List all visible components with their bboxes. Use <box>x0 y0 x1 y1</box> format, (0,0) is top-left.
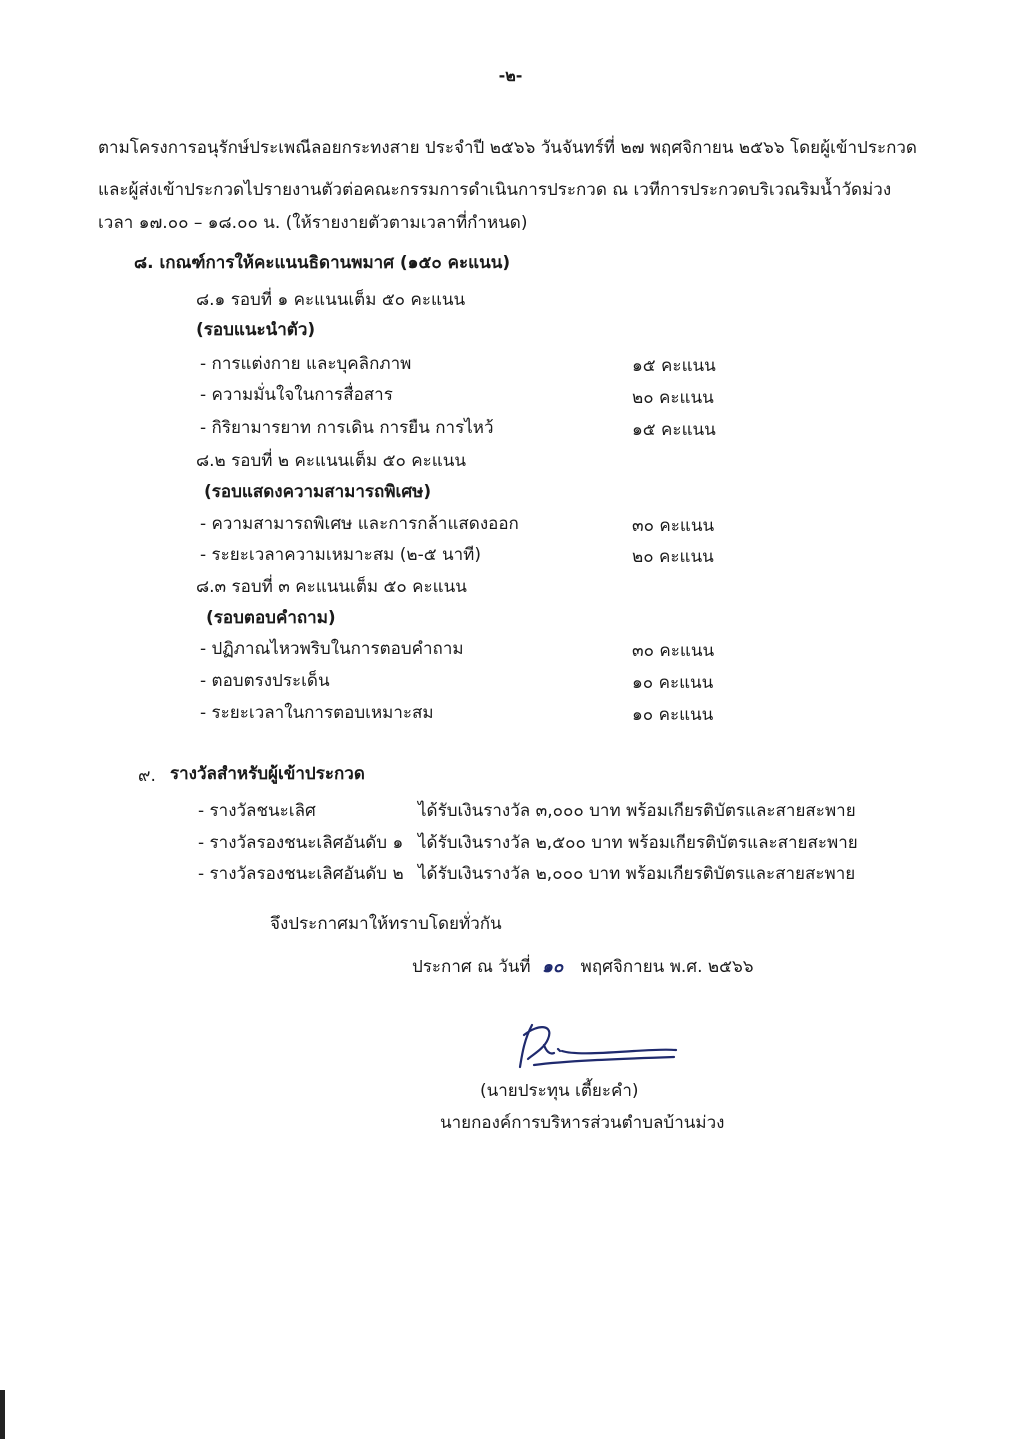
section-9-number: ๙. <box>138 766 156 786</box>
round-2-item-2-label: - ระยะเวลาความเหมาะสม (๒-๕ นาที) <box>200 545 482 565</box>
intro-line-3: เวลา ๑๗.๐๐ – ๑๘.๐๐ น. (ให้รายงายตัวตามเวลาที่กำหนด) <box>98 213 528 233</box>
round-1-item-2-label: - ความมั่นใจในการสื่อสาร <box>200 385 393 405</box>
round-3-subtitle: (รอบตอบคำถาม) <box>206 608 336 628</box>
date-prefix: ประกาศ ณ วันที่ <box>412 957 531 977</box>
round-2-item-1-label: - ความสามารถพิเศษ และการกล้าแสดงออก <box>200 514 519 534</box>
round-2-subtitle: (รอบแสดงความสามารถพิเศษ) <box>204 482 432 502</box>
round-3-item-2-label: - ตอบตรงประเด็น <box>200 671 330 691</box>
round-1-title: ๘.๑ รอบที่ ๑ คะแนนเต็ม ๕๐ คะแนน <box>196 290 466 310</box>
date-day-handwritten: ๑๐ <box>542 957 564 977</box>
round-1-item-1-score: ๑๕ คะแนน <box>632 356 716 376</box>
round-2-item-2-score: ๒๐ คะแนน <box>632 547 714 567</box>
round-3-item-2-score: ๑๐ คะแนน <box>632 673 714 693</box>
prize-2-detail: ได้รับเงินรางวัล ๒,๕๐๐ บาท พร้อมเกียรติบัตรและสายสะพาย <box>418 833 858 853</box>
round-3-item-3-score: ๑๐ คะแนน <box>632 705 714 725</box>
announcement-date <box>412 953 754 980</box>
round-1-item-3-label: - กิริยามารยาท การเดิน การยืน การไหว้ <box>200 418 494 438</box>
page-number: -๒- <box>498 66 523 85</box>
round-3-item-1-score: ๓๐ คะแนน <box>632 641 715 661</box>
round-3-item-1-label: - ปฏิภาณไหวพริบในการตอบคำถาม <box>200 639 464 659</box>
round-2-title: ๘.๒ รอบที่ ๒ คะแนนเต็ม ๕๐ คะแนน <box>196 451 466 471</box>
round-3-title: ๘.๓ รอบที่ ๓ คะแนนเต็ม ๕๐ คะแนน <box>196 577 467 597</box>
intro-line-2: และผู้ส่งเข้าประกวดไปรายงานตัวต่อคณะกรรมการดำเนินการประกวด ณ เวทีการประกวดบริเวณริมน้ำวัดม่วง <box>98 180 892 200</box>
prize-1-detail: ได้รับเงินรางวัล ๓,๐๐๐ บาท พร้อมเกียรติบัตรและสายสะพาย <box>418 801 856 821</box>
round-1-item-1-label: - การแต่งกาย และบุคลิกภาพ <box>200 354 412 374</box>
section-8-heading: ๘. เกณฑ์การให้คะแนนธิดานพมาศ (๑๕๐ คะแนน) <box>134 253 511 273</box>
signatory-position: นายกองค์การบริหารส่วนตำบลบ้านม่วง <box>440 1113 725 1133</box>
intro-line-1: ตามโครงการอนุรักษ์ประเพณีลอยกระทงสาย ประจำปี ๒๕๖๖ วันจันทร์ที่ ๒๗ พฤศจิกายน ๒๕๖๖ โดยผู้เข้าประกวด <box>98 138 917 158</box>
signatory-name: (นายประทุน เตี้ยะคำ) <box>480 1081 639 1101</box>
prize-3-label: - รางวัลรองชนะเลิศอันดับ ๒ <box>198 864 404 884</box>
prize-3-detail: ได้รับเงินรางวัล ๒,๐๐๐ บาท พร้อมเกียรติบัตรและสายสะพาย <box>418 864 856 884</box>
round-1-item-2-score: ๒๐ คะแนน <box>632 388 714 408</box>
date-suffix: พฤศจิกายน พ.ศ. ๒๕๖๖ <box>580 957 754 977</box>
prize-2-label: - รางวัลรองชนะเลิศอันดับ ๑ <box>198 833 404 853</box>
announcement-text: จึงประกาศมาให้ทราบโดยทั่วกัน <box>270 914 502 934</box>
round-1-subtitle: (รอบแนะนำตัว) <box>196 320 316 340</box>
scan-edge-mark <box>0 1390 5 1439</box>
section-9-heading: รางวัลสำหรับผู้เข้าประกวด <box>170 764 365 784</box>
round-1-item-3-score: ๑๕ คะแนน <box>632 420 716 440</box>
round-3-item-3-label: - ระยะเวลาในการตอบเหมาะสม <box>200 703 434 723</box>
round-2-item-1-score: ๓๐ คะแนน <box>632 516 715 536</box>
prize-1-label: - รางวัลชนะเลิศ <box>198 801 316 821</box>
signature-image <box>514 1015 684 1075</box>
